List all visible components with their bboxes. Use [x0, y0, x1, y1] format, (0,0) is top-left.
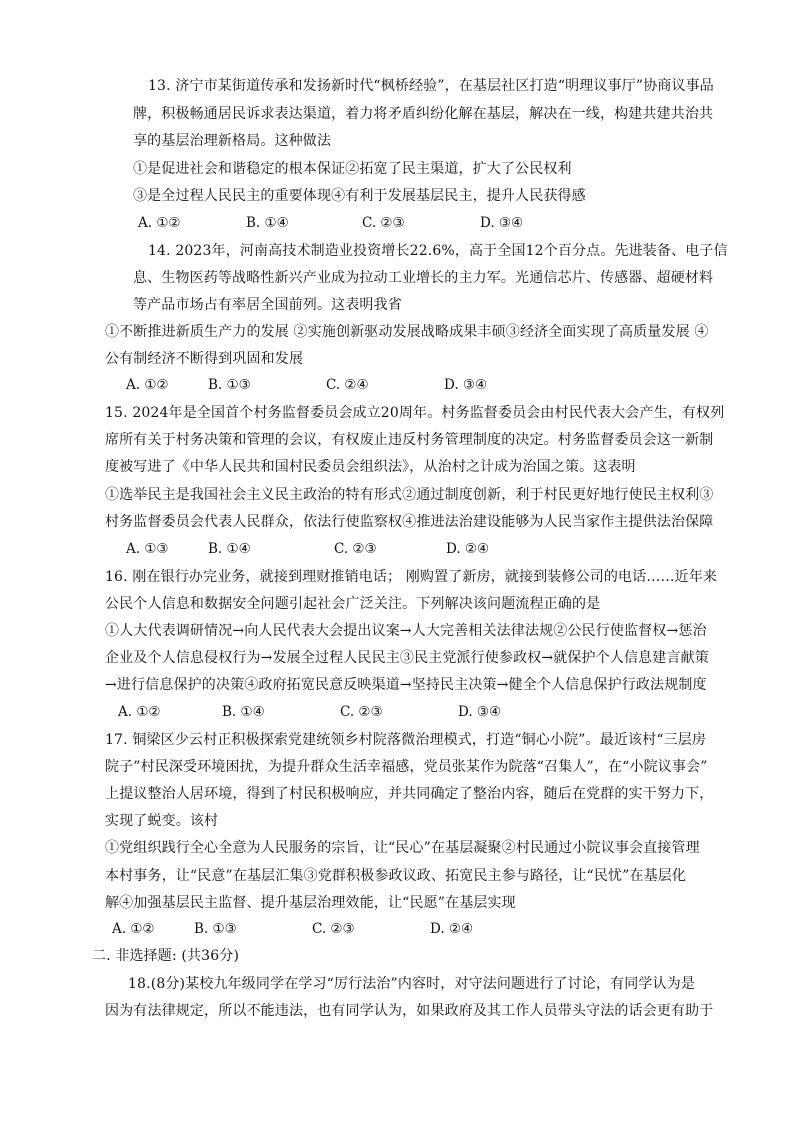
q13-choice-line-2: ③是全过程人民民主的重要体现④有利于发展基层民主，提升人民获得感	[133, 188, 586, 204]
q15-option-b: B. ①④	[208, 541, 251, 557]
q18-line-1: 18.(8分)某校九年级同学在学习“厉行法治”内容时，对守法问题进行了讨论，有同学认为是	[128, 976, 696, 992]
q17-stem-line-3: 上提议整治人居环境，得到了村民积极响应，并共同确定了整治内容，随后在党群的实干努力下，	[105, 786, 714, 802]
q13-stem-line-3: 享的基层治理新格局。这种做法	[133, 133, 332, 149]
q18-line-2: 因为有法律规定，所以不能违法，也有同学认为，如果政府及其工作人员带头守法的话会更有助于	[105, 1003, 714, 1019]
q16-choice-line-2: 企业及个人信息侵权行为→发展全过程人民民主③民主党派行使参政权→就保护个人信息建言献策	[105, 650, 709, 666]
q16-option-a: A. ①②	[118, 704, 161, 720]
q15-option-c: C. ②③	[334, 541, 377, 557]
q14-option-c: C. ②④	[326, 377, 369, 393]
q17-options	[112, 919, 552, 939]
q17-option-a: A. ①②	[112, 921, 155, 937]
q13-option-c: C. ②③	[362, 215, 405, 231]
q16-choice-line-1: ①人大代表调研情况→向人民代表大会提出议案→人大完善相关法律法规②公民行使监督权→惩治	[105, 623, 707, 639]
q15-options	[126, 539, 546, 559]
q17-choice-line-3: 解④加强基层民主监督、提升基层治理效能，让“民愿”在基层实现	[105, 895, 516, 911]
q14-choice-line-1: ①不断推进新质生产力的发展 ②实施创新驱动发展战略成果丰硕③经济全面实现了高质量发展 ④	[105, 324, 709, 340]
q15-choice-line-2: 村务监督委员会代表人民群众，依法行使监察权④推进法治建设能够为人民当家作主提供法治保障	[105, 514, 714, 530]
q15-stem-line-1: 15. 2024年是全国首个村务监督委员会成立20周年。村务监督委员会由村民代表大会产生，有权列	[105, 405, 725, 421]
q15-option-d: D. ②④	[446, 541, 490, 557]
q13-option-d: D. ③④	[480, 215, 524, 231]
q16-stem-line-1: 16. 刚在银行办完业务，就接到理财推销电话； 刚购置了新房，就接到装修公司的电话……近年来	[105, 569, 718, 585]
q14-stem-line-3: 等产品市场占有率居全国前列。这表明我省	[133, 297, 402, 313]
q17-stem-line-2: 院子”村民深受环境困扰，为提升群众生活幸福感，党员张某作为院落“召集人”，在“小院议事会”	[105, 759, 708, 775]
q13-choice-line-1: ①是促进社会和谐稳定的根本保证②拓宽了民主渠道，扩大了公民权利	[133, 161, 572, 177]
q13-stem-line-1: 13. 济宁市某街道传承和发扬新时代“枫桥经验”，在基层社区打造“明理议事厅”协商议事品	[148, 78, 714, 94]
q16-options	[118, 702, 558, 722]
q13-options	[138, 213, 558, 233]
q14-options	[126, 375, 546, 395]
q16-stem-line-2: 公民个人信息和数据安全问题引起社会广泛关注。下列解决该问题流程正确的是	[105, 596, 601, 612]
q17-option-c: C. ②③	[312, 921, 355, 937]
q14-option-b: B. ①③	[208, 377, 251, 393]
q14-stem-line-2: 息、生物医药等战略性新兴产业成为拉动工业增长的主力军。光通信芯片、传感器、超硬材料	[133, 270, 714, 286]
q17-stem-line-1: 17. 铜梁区少云村正积极探索党建统领乡村院落微治理模式，打造“铜心小院”。最近该村“三层房	[105, 732, 707, 748]
q13-stem-line-2: 牌，积极畅通居民诉求表达渠道，着力将矛盾纠纷化解在基层，解决在一线，构建共建共治共	[133, 106, 714, 122]
q15-option-a: A. ①③	[126, 541, 169, 557]
q17-stem-line-4: 实现了蜕变。该村	[105, 813, 219, 829]
q17-option-d: D. ②④	[430, 921, 474, 937]
q16-option-d: D. ③④	[458, 704, 502, 720]
section-2-heading: 二. 非选择题: (共36分)	[92, 948, 240, 964]
q16-option-b: B. ①④	[222, 704, 265, 720]
q14-option-d: D. ③④	[444, 377, 488, 393]
q17-choice-line-1: ①党组织践行全心全意为人民服务的宗旨，让“民心”在基层凝聚②村民通过小院议事会直接管理	[105, 840, 700, 856]
q13-option-b: B. ①④	[246, 215, 289, 231]
q15-choice-line-1: ①选举民主是我国社会主义民主政治的特有形式②通过制度创新，利于村民更好地行使民主权利③	[105, 487, 714, 503]
q17-choice-line-2: 本村事务，让“民意”在基层汇集③党群积极参政议政、拓宽民主参与路径，让“民忧”在基层化	[105, 868, 687, 884]
q14-stem-line-1: 14. 2023年，河南高技术制造业投资增长22.6%，高于全国12个百分点。先进装备、电子信	[148, 243, 728, 259]
q14-option-a: A. ①②	[126, 377, 169, 393]
q16-option-c: C. ②③	[340, 704, 383, 720]
q15-stem-line-2: 席所有关于村务决策和管理的会议，有权废止违反村务管理制度的决定。村务监督委员会这一新制	[105, 432, 714, 448]
q13-option-a: A. ①②	[138, 215, 181, 231]
q17-option-b: B. ①③	[194, 921, 237, 937]
q16-choice-line-3: →进行信息保护的决策④政府拓宽民意反映渠道→坚持民主决策→健全个人信息保护行政法规制度	[105, 677, 707, 693]
q14-choice-line-2: 公有制经济不断得到巩固和发展	[105, 351, 304, 367]
q15-stem-line-3: 度被写进了《中华人民共和国村民委员会组织法》，从治村之计成为治国之策。这表明	[105, 459, 636, 475]
